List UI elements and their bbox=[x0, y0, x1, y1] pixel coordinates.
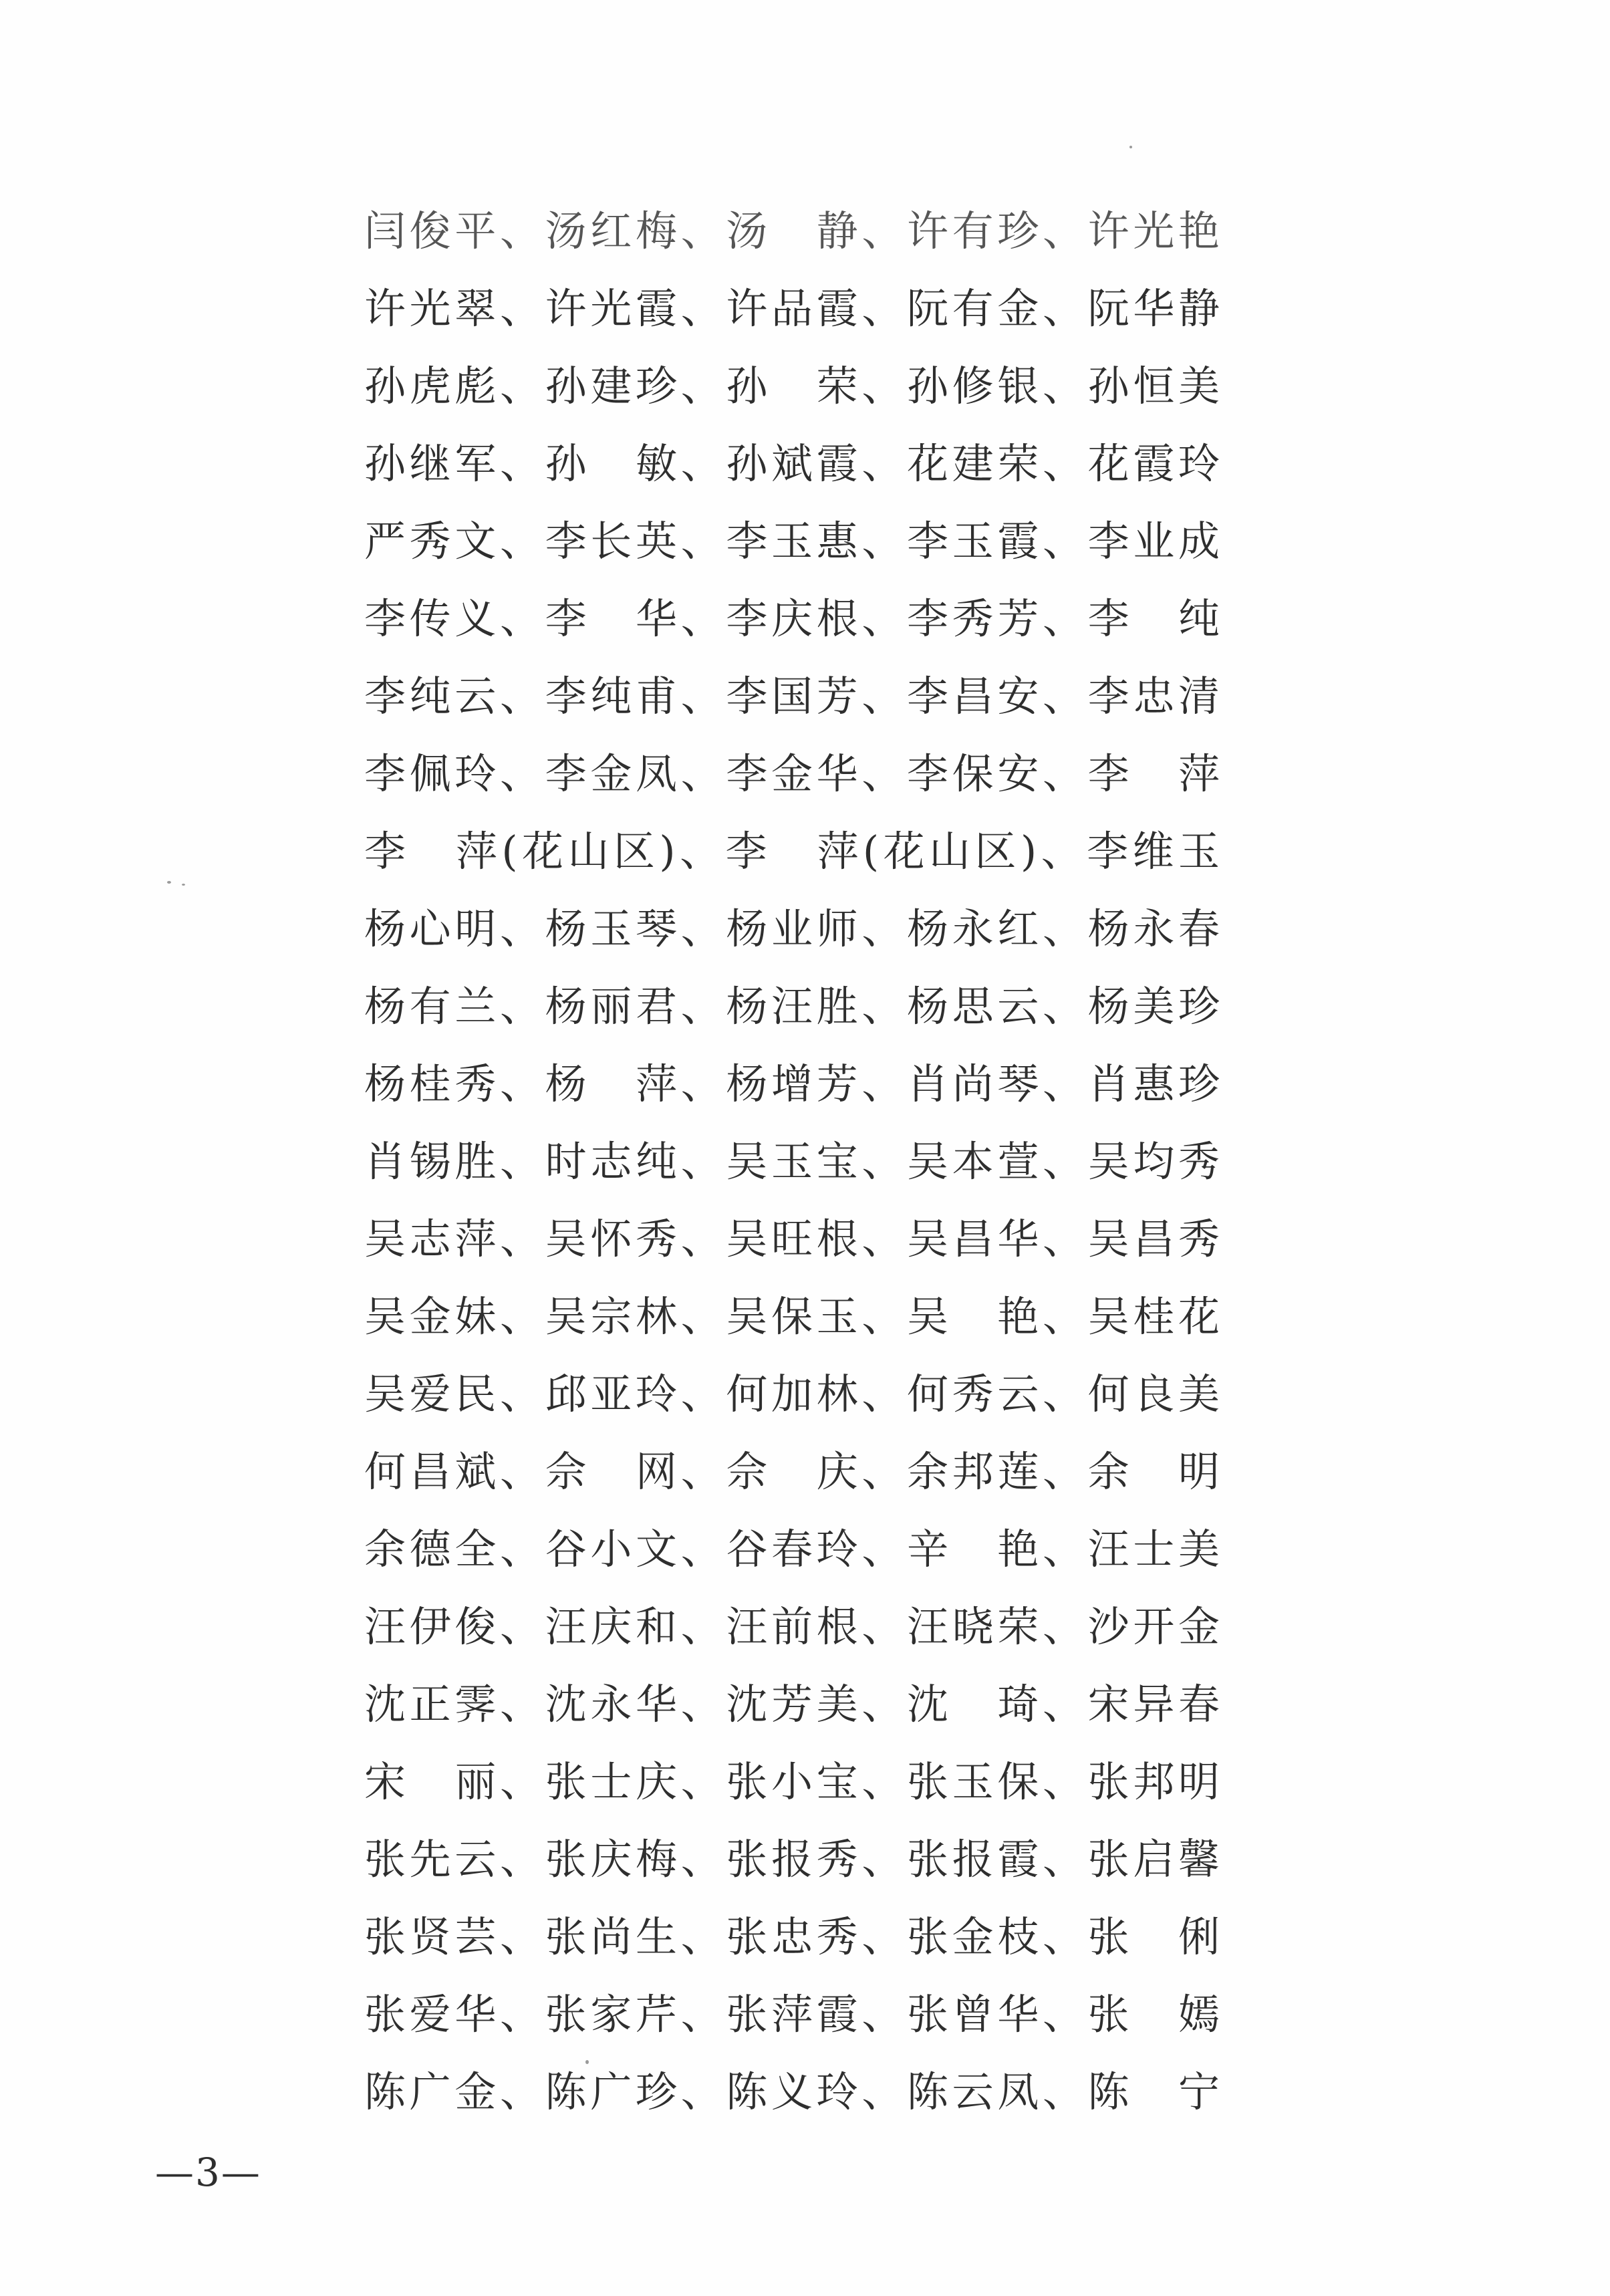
name-line: 孙虎彪、孙建珍、孙 荣、孙修银、孙恒美 bbox=[364, 362, 1220, 410]
name-line: 宋 丽、张士庆、张小宝、张玉保、张邦明 bbox=[364, 1757, 1220, 1806]
name-line: 杨桂秀、杨 萍、杨增芳、肖尚琴、肖惠珍 bbox=[364, 1059, 1220, 1108]
name-line: 李佩玲、李金凤、李金华、李保安、李 萍 bbox=[364, 749, 1220, 798]
scan-speck bbox=[167, 881, 171, 884]
name-line: 闫俊平、汤红梅、汤 静、许有珍、许光艳 bbox=[364, 207, 1220, 255]
name-line: 肖锡胜、时志纯、吴玉宝、吴本萱、吴均秀 bbox=[364, 1137, 1220, 1186]
page-number: —3— bbox=[155, 2150, 261, 2195]
name-list bbox=[364, 193, 1220, 2131]
name-line: 何昌斌、佘 网、佘 庆、余邦莲、余 明 bbox=[364, 1447, 1220, 1496]
name-line: 李纯云、李纯甫、李国芳、李昌安、李忠清 bbox=[364, 672, 1220, 721]
name-line: 吴志萍、吴怀秀、吴旺根、吴昌华、吴昌秀 bbox=[364, 1215, 1220, 1263]
name-line: 李传义、李 华、李庆根、李秀芳、李 纯 bbox=[364, 594, 1220, 643]
name-line: 陈广金、陈广珍、陈义玲、陈云凤、陈 宁 bbox=[364, 2067, 1220, 2116]
scan-speck bbox=[182, 884, 185, 886]
scan-speck bbox=[585, 2060, 589, 2064]
name-line: 杨心明、杨玉琴、杨业师、杨永红、杨永春 bbox=[364, 904, 1220, 953]
name-line: 严秀文、李长英、李玉惠、李玉霞、李业成 bbox=[364, 517, 1220, 565]
name-line: 张爱华、张家芹、张萍霞、张曾华、张 嫣 bbox=[364, 1990, 1220, 2039]
name-line: 余德全、谷小文、谷春玲、辛 艳、汪士美 bbox=[364, 1525, 1220, 1573]
name-line: 杨有兰、杨丽君、杨汪胜、杨思云、杨美珍 bbox=[364, 982, 1220, 1031]
name-line: 许光翠、许光霞、许品霞、阮有金、阮华静 bbox=[364, 284, 1220, 333]
name-line: 李 萍(花山区)、李 萍(花山区)、李维玉 bbox=[364, 827, 1220, 876]
name-line: 孙继军、孙 敏、孙斌霞、花建荣、花霞玲 bbox=[364, 439, 1220, 488]
name-line: 吴爱民、邱亚玲、何加林、何秀云、何良美 bbox=[364, 1370, 1220, 1418]
name-line: 张先云、张庆梅、张报秀、张报霞、张启馨 bbox=[364, 1835, 1220, 1884]
name-line: 沈正霁、沈永华、沈芳美、沈 琦、宋异春 bbox=[364, 1680, 1220, 1729]
name-line: 汪伊俊、汪庆和、汪前根、汪晓荣、沙开金 bbox=[364, 1602, 1220, 1651]
name-line: 吴金妹、吴宗林、吴保玉、吴 艳、吴桂花 bbox=[364, 1292, 1220, 1341]
name-line: 张贤芸、张尚生、张忠秀、张金枝、张 俐 bbox=[364, 1912, 1220, 1961]
scan-speck bbox=[1129, 146, 1132, 148]
